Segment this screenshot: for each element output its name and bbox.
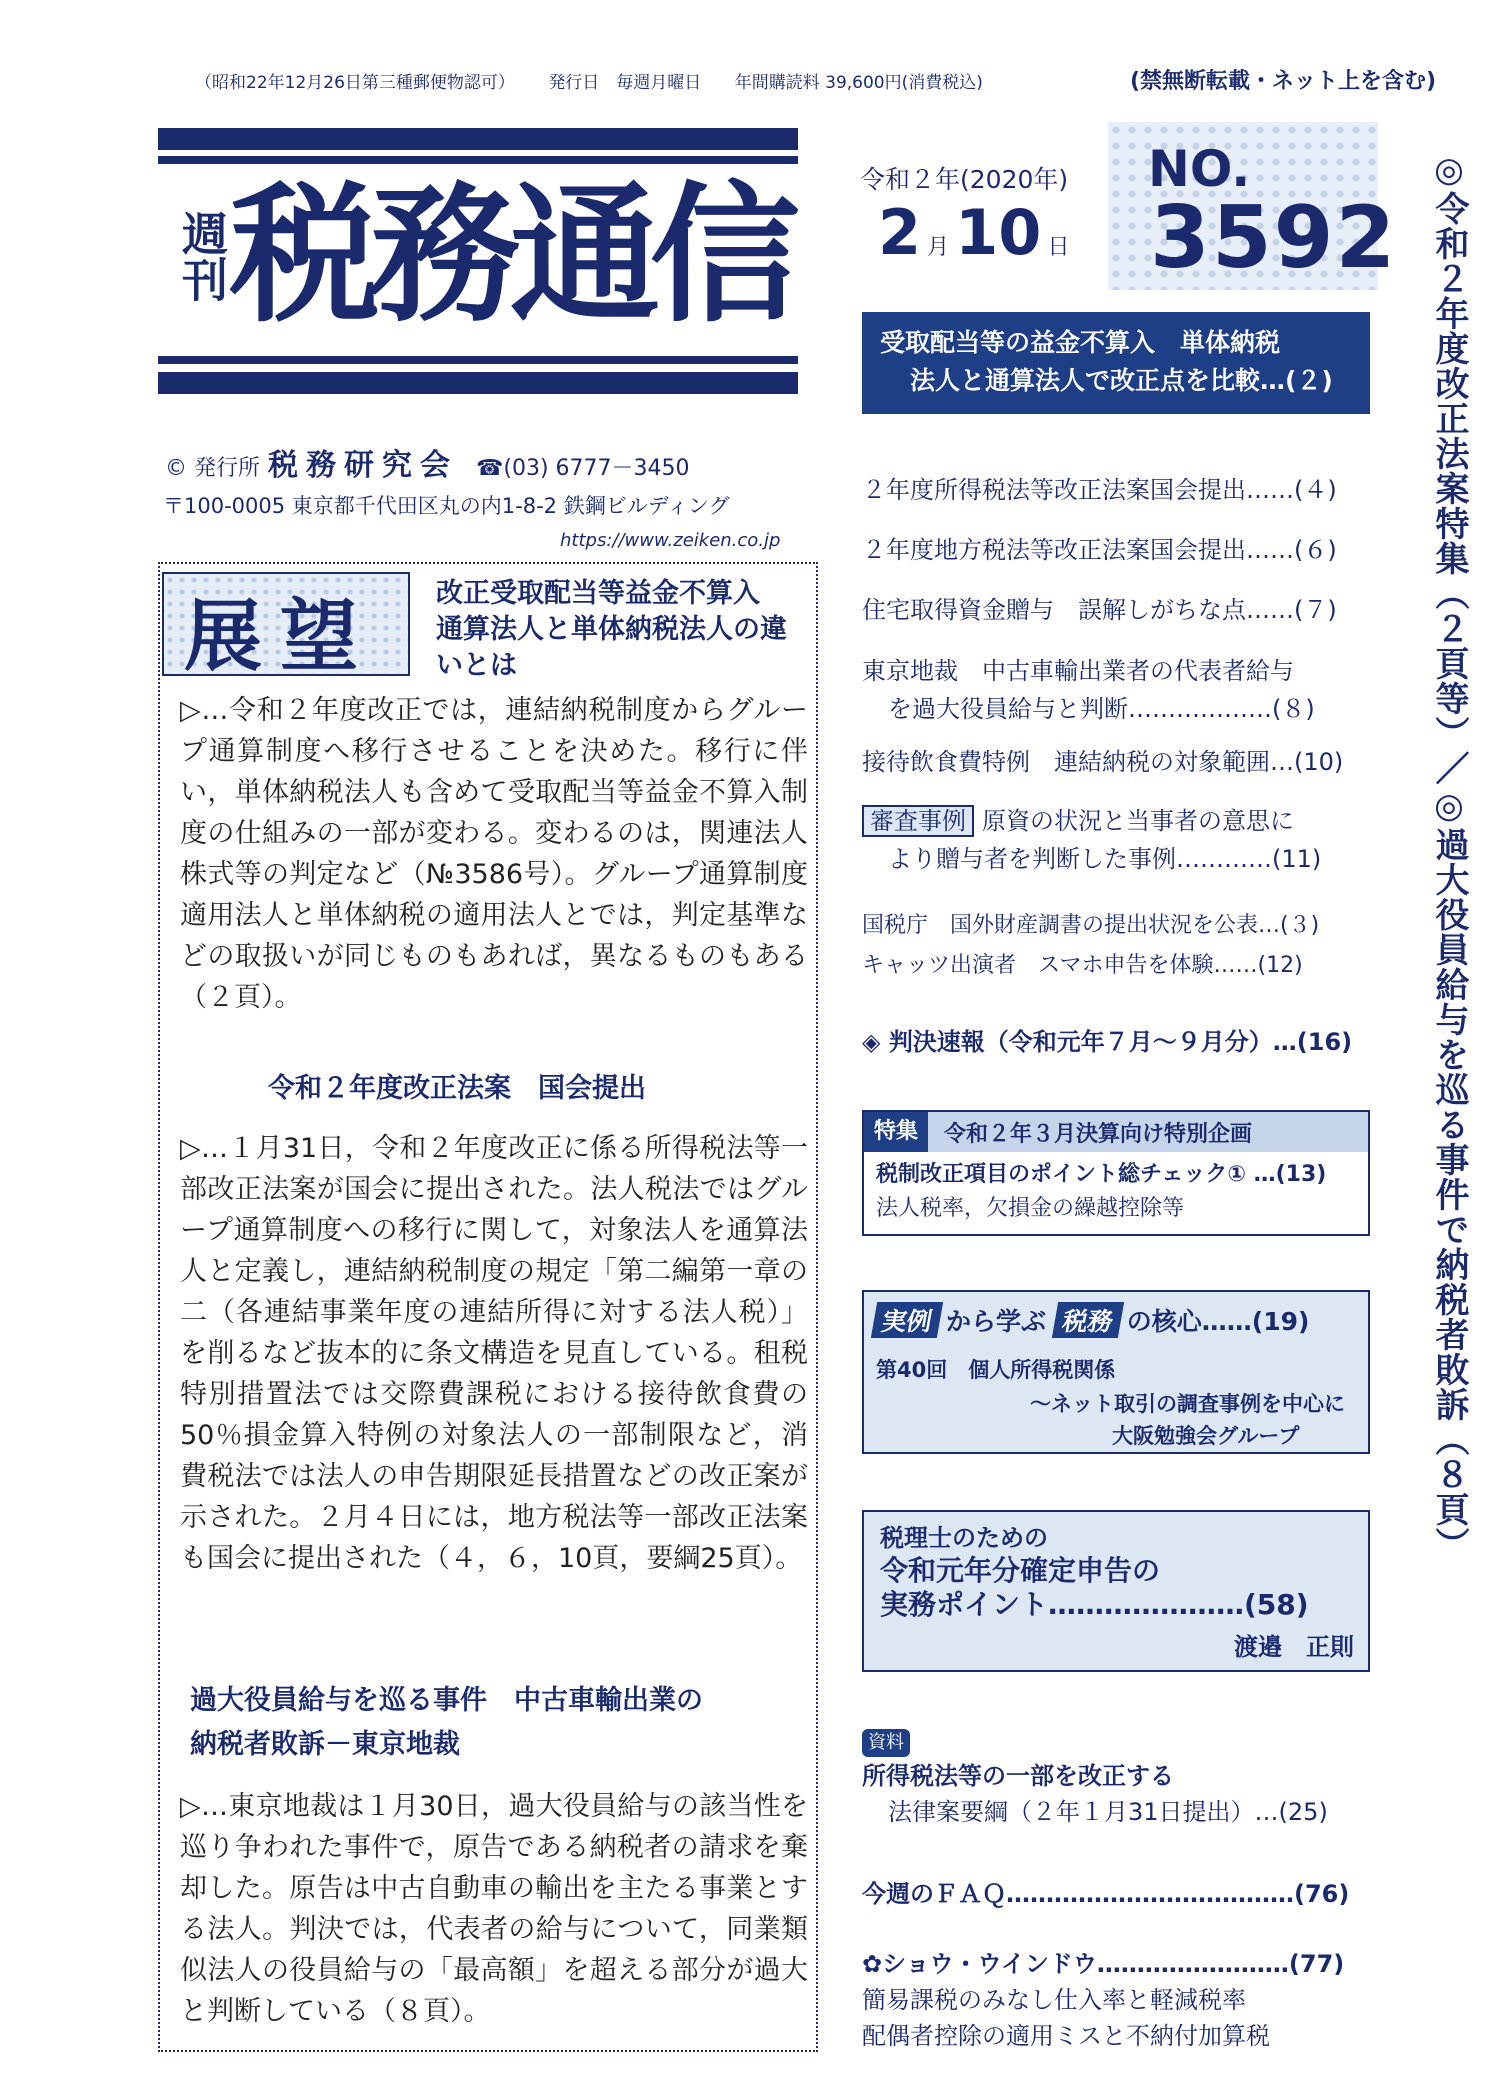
vertical-highlight-banner: ◎令和２年度改正法案特集（２頁等）／◎過大役員給与を巡る事件で納税者敗訴（８頁）	[1429, 150, 1469, 1562]
materials-line1: 所得税法等の一部を改正する	[862, 1762, 1174, 1790]
toc-item-materials[interactable]	[862, 1722, 1328, 1830]
masthead-title: 税務通信	[230, 169, 791, 343]
toc-item-line2: より贈与者を判断した事例…………(11)	[888, 845, 1322, 873]
taxbox-line2: 令和元年分確定申告の	[880, 1554, 1161, 1587]
jitsurei-mid: から学ぶ	[946, 1307, 1047, 1336]
issue-number-label: NO.	[1148, 140, 1251, 198]
feature-title: 令和２年３月決算向け特別企画	[944, 1121, 1253, 1147]
jitsurei-line1: 第40回 個人所得税関係	[876, 1358, 1116, 1382]
issue-number: 3592	[1150, 188, 1398, 288]
feature-line2: 法人税率，欠損金の繰越控除等	[876, 1196, 1185, 1221]
jitsurei-line2: ～ネット取引の調査事例を中心に	[1030, 1392, 1345, 1416]
show-window-line1: 簡易課税のみなし仕入率と軽減税率	[862, 1986, 1246, 2014]
toc-item[interactable]: 住宅取得資金贈与 誤解しがちな点……(７)	[862, 596, 1337, 624]
feature-box[interactable]	[862, 1110, 1370, 1236]
article-subhead-1: 令和２年度改正法案 国会提出	[268, 1073, 646, 1104]
show-window-line2: 配偶者控除の適用ミスと不納付加算税	[862, 2022, 1270, 2050]
issue-day: 10	[955, 196, 1042, 269]
article-subhead-2-line2: 納税者敗訴－東京地裁	[190, 1729, 460, 1760]
toc-item[interactable]	[862, 652, 1315, 728]
no-reprint-notice: (禁無断転載・ネット上を含む)	[1130, 69, 1437, 94]
review-case-tag: 審査事例	[862, 805, 974, 837]
publisher-label: © 発行所	[165, 456, 260, 481]
lead-headline-line2: 法人と通算法人で改正点を比較…(２)	[910, 366, 1333, 395]
toc-item-line1: 東京地裁 中古車輸出業者の代表者給与	[862, 657, 1294, 685]
toc-item-line1: 原資の状況と当事者の意思に	[982, 807, 1294, 835]
issue-day: 発行日 毎週月曜日	[548, 73, 702, 93]
publisher-line	[165, 440, 690, 484]
issue-month-unit: 月	[927, 235, 950, 260]
taxbox-line1: 税理士のための	[880, 1524, 1048, 1552]
masthead-logo	[158, 128, 798, 424]
issue-era: 令和２年(2020年)	[860, 165, 1069, 194]
masthead-weekly: 週刊	[175, 210, 229, 302]
materials-tag: 資料	[862, 1729, 910, 1757]
article-paragraph-2: ▷…１月31日，令和２年度改正に係る所得税法等一部改正法案が国会に提出された。法人税法ではグループ通算制度への移行に関して，対象法人を通算法人と定義し，連結納税制度の規定「第二編第一章の二（各連結事業年度の連結所得に対する法人税）」を削るなど抜本的に条文構造を見直している。租税特別措置法では交際費課税における接待飲食費の50％損金算入特例の対象法人の一部制限など，消費税法では法人の申告期限延長措置などの改正案が示された。２月４日には，地方税法等一部改正法案も国会に提出された（４，６，10頁，要綱25頁）。	[180, 1133, 808, 1574]
jitsurei-tag: 実例	[871, 1302, 943, 1338]
feature-tag: 特集	[864, 1112, 928, 1152]
toc-item[interactable]: 接待飲食費特例 連結納税の対象範囲…(10)	[862, 748, 1344, 776]
jitsurei-tail: の核心……(19)	[1126, 1307, 1310, 1336]
toc-item[interactable]	[862, 802, 1321, 878]
feature-line1: 税制改正項目のポイント総チェック① …(13)	[876, 1162, 1327, 1187]
toc-item-faq[interactable]: 今週のＦＡＱ………………………………(76)	[862, 1880, 1350, 1908]
toc-item[interactable]: 国税庁 国外財産調書の提出状況を公表…(３)	[862, 913, 1320, 938]
publication-info-line	[195, 68, 1011, 93]
toc-item[interactable]: キャッツ出演者 スマホ申告を体験……(12)	[862, 953, 1303, 978]
taxbox-author: 渡邉 正則	[1234, 1633, 1354, 1661]
toc-item-line2: を過大役員給与と判断………………(８)	[888, 695, 1315, 723]
taxbox-line3: 実務ポイント…………………(58)	[880, 1588, 1309, 1621]
publisher-name: 税務研究会	[268, 448, 458, 483]
mail-permit: （昭和22年12月26日第三種郵便物認可）	[195, 73, 515, 93]
show-window-title: ✿ショウ・ウインドウ……………………(77)	[862, 1950, 1345, 1978]
toc-item-court-news[interactable]: ◈ 判決速報（令和元年７月～９月分）…(16)	[862, 1028, 1353, 1056]
jitsurei-author: 大阪勉強会グループ	[1112, 1424, 1300, 1448]
outlook-headline: 改正受取配当等益金不算入 通算法人と単体納税法人の違いとは	[436, 578, 787, 681]
publisher-phone: ☎(03) 6777－3450	[476, 456, 690, 481]
article-paragraph-3: ▷…東京地裁は１月30日，過大役員給与の該当性を巡り争われた事件で，原告である納税者の請求を棄却した。原告は中古自動車の輸出を主たる事業とする法人。判決では，代表者の給与について，同業類似法人の役員給与の「最高額」を超える部分が過大と判断している（８頁）。	[180, 1791, 808, 2027]
subscription-price: 年間購読料 39,600円(消費税込)	[734, 73, 983, 93]
issue-date	[878, 196, 1075, 269]
lead-headline-box[interactable]	[862, 312, 1370, 414]
toc-item-show-window[interactable]	[862, 1946, 1344, 2054]
tax-accountant-box[interactable]	[862, 1510, 1370, 1672]
lead-headline-line1: 受取配当等の益金不算入 単体納税	[880, 328, 1281, 357]
article-subhead-2-line1: 過大役員給与を巡る事件 中古車輸出業の	[190, 1685, 703, 1716]
materials-line2: 法律案要綱（２年１月31日提出）…(25)	[888, 1798, 1328, 1826]
article-paragraph-1: ▷…令和２年度改正では，連結納税制度からグループ通算制度へ移行させることを決めた。移行に伴い，単体納税法人も含めて受取配当等益金不算入制度の仕組みの一部が変わる。変わるのは，関連法人株式等の判定など（№3586号）。グループ通算制度適用法人と単体納税の適用法人とでは，判定基準などの取扱いが同じものもあれば，異なるものもある（２頁）。	[180, 695, 808, 1013]
publisher-address: 〒100-0005 東京都千代田区丸の内1-8-2 鉄鋼ビルディング	[163, 494, 730, 518]
toc-item[interactable]: ２年度地方税法等改正法案国会提出……(６)	[862, 536, 1337, 564]
outlook-badge-text: 展望	[184, 592, 377, 682]
toc-item[interactable]: ２年度所得税法等改正法案国会提出……(４)	[862, 476, 1337, 504]
issue-month: 2	[878, 196, 922, 269]
zeimu-tag: 税務	[1052, 1302, 1124, 1338]
issue-day-unit: 日	[1047, 235, 1070, 260]
publisher-url[interactable]: https://www.zeiken.co.jp	[560, 530, 781, 551]
column-box-jitsurei[interactable]	[862, 1290, 1370, 1454]
